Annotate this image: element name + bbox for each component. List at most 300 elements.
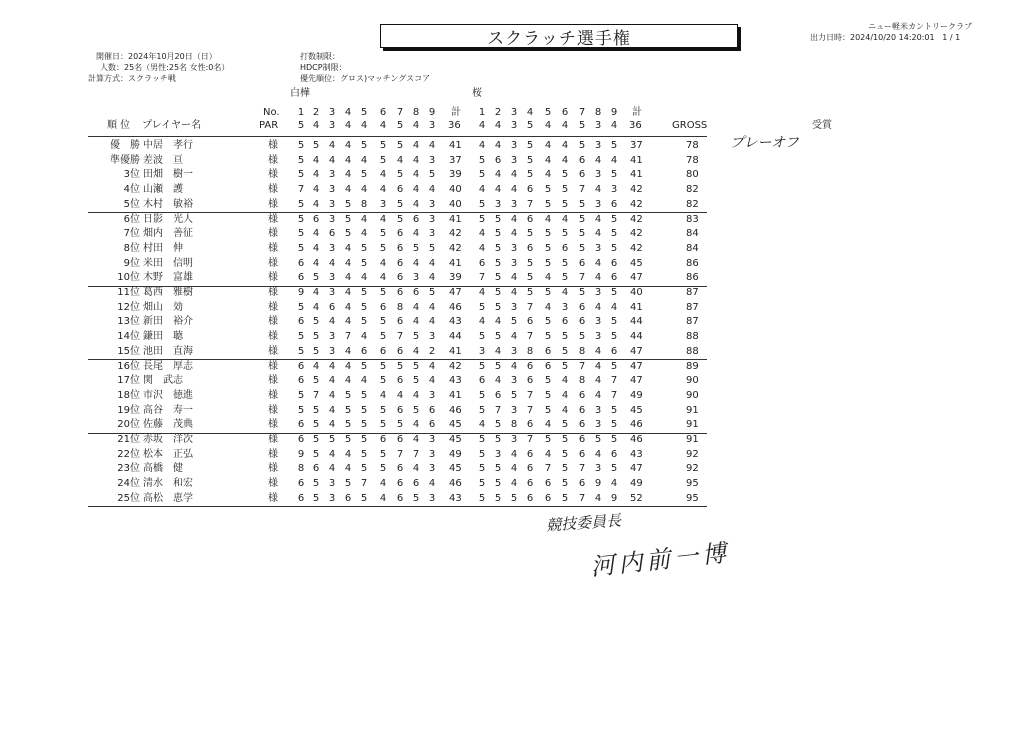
- in-total: 40: [630, 287, 643, 298]
- score-out: 5: [297, 169, 305, 181]
- score-out: 5: [396, 213, 404, 225]
- score-in: 4: [594, 448, 602, 460]
- player-rank: 12位: [117, 301, 140, 313]
- score-out: 4: [412, 184, 420, 196]
- score-out: 5: [297, 213, 305, 225]
- score-out: 5: [312, 140, 320, 151]
- score-out: 3: [428, 463, 436, 475]
- score-out: 4: [344, 287, 352, 298]
- table-row: [0, 154, 1032, 169]
- score-out: 6: [396, 434, 404, 445]
- score-in: 9: [594, 478, 602, 490]
- score-out: 6: [328, 301, 336, 313]
- score-in: 3: [510, 434, 518, 445]
- score-in: 8: [578, 345, 586, 357]
- score-in: 5: [610, 169, 618, 181]
- score-in: 4: [510, 272, 518, 284]
- score-in: 6: [578, 316, 586, 328]
- score-out: 5: [312, 478, 320, 490]
- player-rank: 4位: [123, 184, 140, 196]
- score-out: 5: [297, 242, 305, 254]
- score-in: 4: [544, 213, 552, 225]
- score-in: 4: [544, 272, 552, 284]
- score-in: 5: [544, 434, 552, 445]
- signature-name: 河内前一博: [589, 538, 732, 582]
- score-out: 4: [328, 360, 336, 372]
- score-in: 5: [544, 331, 552, 343]
- document-title: スクラッチ選手権: [380, 24, 738, 48]
- score-out: 5: [360, 140, 368, 151]
- score-out: 6: [396, 272, 404, 284]
- score-in: 4: [510, 169, 518, 181]
- player-rank: 19位: [117, 404, 140, 416]
- score-out: 4: [379, 257, 387, 269]
- score-in: 4: [510, 228, 518, 240]
- score-out: 4: [360, 375, 368, 387]
- player-name: 鎌田 聴: [143, 331, 183, 343]
- score-out: 5: [312, 448, 320, 460]
- score-in: 5: [544, 257, 552, 269]
- score-out: 4: [344, 345, 352, 357]
- hole-out-number: 2: [312, 107, 320, 118]
- player-name: 木村 敏裕: [143, 198, 193, 210]
- player-rank: 18位: [117, 389, 140, 401]
- table-row: [0, 492, 1032, 507]
- score-in: 4: [610, 301, 618, 313]
- score-out: 5: [344, 198, 352, 210]
- score-out: 4: [328, 419, 336, 431]
- score-in: 5: [561, 198, 569, 210]
- out-total: 43: [449, 316, 462, 328]
- player-name: 木野 富雄: [143, 272, 193, 284]
- score-out: 6: [379, 345, 387, 357]
- score-out: 5: [412, 331, 420, 343]
- score-in: 4: [494, 184, 502, 196]
- score-out: 4: [312, 301, 320, 313]
- score-out: 6: [344, 492, 352, 504]
- player-rank: 21位: [117, 434, 140, 445]
- score-out: 7: [297, 184, 305, 196]
- score-in: 5: [610, 213, 618, 225]
- honorific: 様: [268, 316, 278, 328]
- in-total: 47: [630, 345, 643, 357]
- hole-in-number: 8: [594, 107, 602, 118]
- score-in: 5: [478, 463, 486, 475]
- table-row: [0, 404, 1032, 419]
- score-out: 5: [379, 242, 387, 254]
- score-out: 5: [297, 389, 305, 401]
- score-in: 5: [526, 154, 534, 166]
- score-out: 5: [344, 228, 352, 240]
- score-out: 5: [360, 287, 368, 298]
- score-out: 3: [328, 169, 336, 181]
- score-in: 4: [494, 140, 502, 151]
- honorific: 様: [268, 434, 278, 445]
- honorific: 様: [268, 140, 278, 151]
- score-out: 3: [328, 287, 336, 298]
- par-out-value: 4: [344, 120, 352, 131]
- table-row: [0, 135, 1032, 154]
- score-in: 4: [610, 154, 618, 166]
- score-in: 7: [526, 331, 534, 343]
- score-out: 4: [412, 434, 420, 445]
- score-in: 4: [478, 184, 486, 196]
- score-in: 3: [594, 169, 602, 181]
- score-in: 5: [578, 331, 586, 343]
- score-out: 5: [344, 389, 352, 401]
- score-out: 3: [412, 272, 420, 284]
- score-out: 3: [328, 331, 336, 343]
- score-out: 6: [360, 345, 368, 357]
- score-in: 7: [478, 272, 486, 284]
- hole-out-number: 1: [297, 107, 305, 118]
- par-in-value: 5: [578, 120, 586, 131]
- hole-in-number: 4: [526, 107, 534, 118]
- score-out: 4: [428, 140, 436, 151]
- score-in: 5: [610, 331, 618, 343]
- score-in: 3: [494, 198, 502, 210]
- out-total: 42: [449, 228, 462, 240]
- score-out: 6: [312, 213, 320, 225]
- score-out: 3: [428, 389, 436, 401]
- gross-score: 84: [686, 228, 699, 240]
- score-out: 4: [312, 198, 320, 210]
- score-out: 4: [379, 169, 387, 181]
- score-in: 6: [526, 360, 534, 372]
- score-in: 5: [561, 345, 569, 357]
- score-in: 5: [494, 228, 502, 240]
- in-total: 49: [630, 478, 643, 490]
- score-out: 4: [428, 184, 436, 196]
- no-header: No.: [263, 107, 280, 118]
- score-in: 5: [494, 419, 502, 431]
- score-out: 4: [344, 448, 352, 460]
- score-in: 5: [478, 478, 486, 490]
- score-in: 6: [526, 184, 534, 196]
- in-total: 46: [630, 419, 643, 431]
- score-in: 7: [610, 375, 618, 387]
- score-in: 5: [526, 169, 534, 181]
- score-in: 4: [561, 154, 569, 166]
- score-in: 6: [526, 448, 534, 460]
- score-in: 4: [478, 228, 486, 240]
- score-out: 5: [379, 228, 387, 240]
- score-out: 4: [328, 257, 336, 269]
- player-rank: 11位: [117, 287, 140, 298]
- honorific: 様: [268, 213, 278, 225]
- score-in: 4: [478, 287, 486, 298]
- score-in: 5: [478, 389, 486, 401]
- gross-score: 83: [686, 213, 699, 225]
- score-out: 6: [428, 404, 436, 416]
- participant-count: 人数：25名（男性:25名 女性:0名）: [100, 63, 230, 72]
- score-in: 5: [526, 228, 534, 240]
- score-in: 6: [494, 389, 502, 401]
- score-out: 6: [297, 375, 305, 387]
- score-in: 6: [544, 478, 552, 490]
- score-out: 3: [328, 213, 336, 225]
- hole-in-number: 6: [561, 107, 569, 118]
- honorific: 様: [268, 360, 278, 372]
- table-row: [0, 345, 1032, 360]
- output-datetime: [810, 32, 960, 43]
- score-out: 4: [428, 257, 436, 269]
- score-in: 7: [578, 360, 586, 372]
- output-value: 2024/10/20 14:20:01: [850, 33, 935, 42]
- table-row: [0, 330, 1032, 345]
- score-out: 4: [379, 492, 387, 504]
- score-out: 5: [297, 228, 305, 240]
- score-out: 4: [428, 301, 436, 313]
- score-out: 5: [379, 287, 387, 298]
- score-in: 5: [610, 360, 618, 372]
- score-out: 4: [344, 272, 352, 284]
- hole-out-number: 8: [412, 107, 420, 118]
- score-in: 6: [578, 257, 586, 269]
- player-rank: 15位: [117, 345, 140, 357]
- score-in: 5: [610, 140, 618, 151]
- score-out: 6: [396, 404, 404, 416]
- award-header: 受賞: [812, 120, 832, 131]
- score-out: 4: [344, 360, 352, 372]
- score-in: 5: [578, 242, 586, 254]
- score-in: 3: [510, 257, 518, 269]
- player-name: 高谷 寿一: [143, 404, 193, 416]
- score-out: 6: [297, 257, 305, 269]
- score-in: 4: [510, 213, 518, 225]
- score-out: 6: [396, 287, 404, 298]
- score-out: 4: [396, 389, 404, 401]
- score-in: 5: [478, 331, 486, 343]
- score-out: 5: [360, 448, 368, 460]
- score-in: 4: [594, 345, 602, 357]
- player-rank: 13位: [117, 316, 140, 328]
- score-out: 5: [328, 434, 336, 445]
- score-in: 5: [561, 492, 569, 504]
- score-out: 3: [328, 492, 336, 504]
- score-out: 5: [312, 316, 320, 328]
- gross-score: 87: [686, 301, 699, 313]
- score-out: 7: [396, 331, 404, 343]
- in-total: 49: [630, 389, 643, 401]
- score-in: 4: [494, 316, 502, 328]
- player-name: 赤坂 洋次: [143, 434, 193, 445]
- score-out: 4: [344, 184, 352, 196]
- score-out: 4: [344, 257, 352, 269]
- score-in: 5: [561, 448, 569, 460]
- table-row: [0, 213, 1032, 228]
- score-in: 8: [526, 345, 534, 357]
- player-rank: 25位: [117, 492, 140, 504]
- score-out: 6: [297, 434, 305, 445]
- score-in: 5: [610, 242, 618, 254]
- score-in: 6: [544, 345, 552, 357]
- score-in: 5: [494, 213, 502, 225]
- gross-score: 91: [686, 419, 699, 431]
- score-out: 4: [412, 257, 420, 269]
- score-in: 7: [578, 272, 586, 284]
- score-out: 6: [396, 463, 404, 475]
- score-in: 9: [610, 492, 618, 504]
- score-out: 5: [297, 345, 305, 357]
- score-in: 6: [578, 154, 586, 166]
- score-out: 4: [344, 316, 352, 328]
- score-out: 5: [360, 360, 368, 372]
- hole-in-number: 5: [544, 107, 552, 118]
- score-in: 4: [510, 184, 518, 196]
- score-in: 3: [594, 331, 602, 343]
- score-out: 5: [297, 331, 305, 343]
- score-in: 5: [544, 242, 552, 254]
- score-in: 5: [561, 272, 569, 284]
- table-row: [0, 242, 1032, 257]
- hole-in-number: 7: [578, 107, 586, 118]
- score-in: 5: [610, 316, 618, 328]
- score-out: 5: [379, 463, 387, 475]
- score-in: 5: [544, 287, 552, 298]
- score-in: 4: [594, 154, 602, 166]
- out-total: 41: [449, 389, 462, 401]
- table-row: [0, 315, 1032, 330]
- in-total: 45: [630, 404, 643, 416]
- score-in: 5: [510, 389, 518, 401]
- score-out: 7: [312, 389, 320, 401]
- score-in: 5: [578, 198, 586, 210]
- score-in: 5: [478, 404, 486, 416]
- player-name: 山瀬 護: [143, 184, 183, 196]
- score-in: 4: [594, 213, 602, 225]
- group-divider: [88, 506, 707, 507]
- score-out: 5: [360, 301, 368, 313]
- score-out: 4: [312, 360, 320, 372]
- out-total: 42: [449, 242, 462, 254]
- table-row: [0, 183, 1032, 198]
- score-in: 5: [478, 169, 486, 181]
- score-in: 6: [561, 316, 569, 328]
- score-out: 8: [360, 198, 368, 210]
- par-label: PAR: [259, 120, 279, 131]
- score-out: 4: [412, 419, 420, 431]
- gross-score: 86: [686, 257, 699, 269]
- out-total: 41: [449, 213, 462, 225]
- player-name: 池田 直海: [143, 345, 193, 357]
- score-out: 5: [360, 389, 368, 401]
- score-in: 4: [510, 360, 518, 372]
- score-in: 6: [526, 242, 534, 254]
- score-out: 6: [379, 434, 387, 445]
- honorific: 様: [268, 478, 278, 490]
- gross-score: 89: [686, 360, 699, 372]
- score-out: 4: [344, 463, 352, 475]
- in-total: 41: [630, 154, 643, 166]
- score-in: 7: [526, 301, 534, 313]
- player-name: 関 武志: [143, 375, 183, 387]
- score-out: 4: [379, 213, 387, 225]
- score-in: 3: [510, 198, 518, 210]
- score-in: 5: [544, 228, 552, 240]
- score-in: 5: [561, 331, 569, 343]
- score-in: 5: [494, 301, 502, 313]
- score-out: 5: [412, 404, 420, 416]
- score-in: 5: [478, 448, 486, 460]
- score-in: 5: [494, 492, 502, 504]
- score-in: 5: [494, 272, 502, 284]
- score-in: 5: [478, 360, 486, 372]
- score-in: 6: [578, 301, 586, 313]
- score-in: 3: [561, 301, 569, 313]
- gross-score: 84: [686, 242, 699, 254]
- score-in: 5: [610, 228, 618, 240]
- in-total: 42: [630, 213, 643, 225]
- hole-out-number: 6: [379, 107, 387, 118]
- out-total: 42: [449, 360, 462, 372]
- gross-score: 92: [686, 463, 699, 475]
- out-total: 49: [449, 448, 462, 460]
- out-total: 43: [449, 375, 462, 387]
- course-in-name: 桜: [472, 88, 482, 99]
- score-in: 4: [610, 478, 618, 490]
- score-out: 5: [396, 198, 404, 210]
- score-out: 5: [379, 419, 387, 431]
- player-name: 畑山 効: [143, 301, 183, 313]
- player-rank: 7位: [123, 228, 140, 240]
- score-out: 6: [379, 301, 387, 313]
- score-in: 4: [594, 301, 602, 313]
- in-total: 47: [630, 463, 643, 475]
- gross-score: 90: [686, 389, 699, 401]
- score-out: 5: [297, 140, 305, 151]
- player-name: 松本 正弘: [143, 448, 193, 460]
- gross-score: 87: [686, 287, 699, 298]
- hole-in-number: 1: [478, 107, 486, 118]
- score-in: 5: [561, 184, 569, 196]
- score-out: 4: [412, 316, 420, 328]
- score-out: 5: [412, 360, 420, 372]
- event-date: 開催日：2024年10月20日（日）: [96, 52, 217, 61]
- score-out: 3: [328, 198, 336, 210]
- score-out: 6: [412, 213, 420, 225]
- score-in: 5: [610, 434, 618, 445]
- par-out-value: 3: [328, 120, 336, 131]
- score-in: 5: [578, 213, 586, 225]
- score-out: 5: [297, 154, 305, 166]
- honorific: 様: [268, 242, 278, 254]
- score-out: 5: [428, 169, 436, 181]
- score-out: 3: [428, 198, 436, 210]
- score-in: 5: [494, 434, 502, 445]
- player-name: 高橋 健: [143, 463, 183, 475]
- score-in: 3: [510, 375, 518, 387]
- score-in: 5: [478, 301, 486, 313]
- score-in: 3: [594, 404, 602, 416]
- out-total: 46: [449, 478, 462, 490]
- score-out: 6: [297, 272, 305, 284]
- score-out: 3: [428, 213, 436, 225]
- honorific: 様: [268, 198, 278, 210]
- score-out: 9: [297, 287, 305, 298]
- score-in: 7: [494, 404, 502, 416]
- player-rank: 17位: [117, 375, 140, 387]
- honorific: 様: [268, 257, 278, 269]
- score-in: 4: [544, 154, 552, 166]
- par-out-value: 4: [360, 120, 368, 131]
- score-out: 5: [312, 492, 320, 504]
- score-out: 5: [379, 448, 387, 460]
- par-in-value: 3: [594, 120, 602, 131]
- score-out: 4: [344, 154, 352, 166]
- score-in: 3: [594, 316, 602, 328]
- player-rank: 23位: [117, 463, 140, 475]
